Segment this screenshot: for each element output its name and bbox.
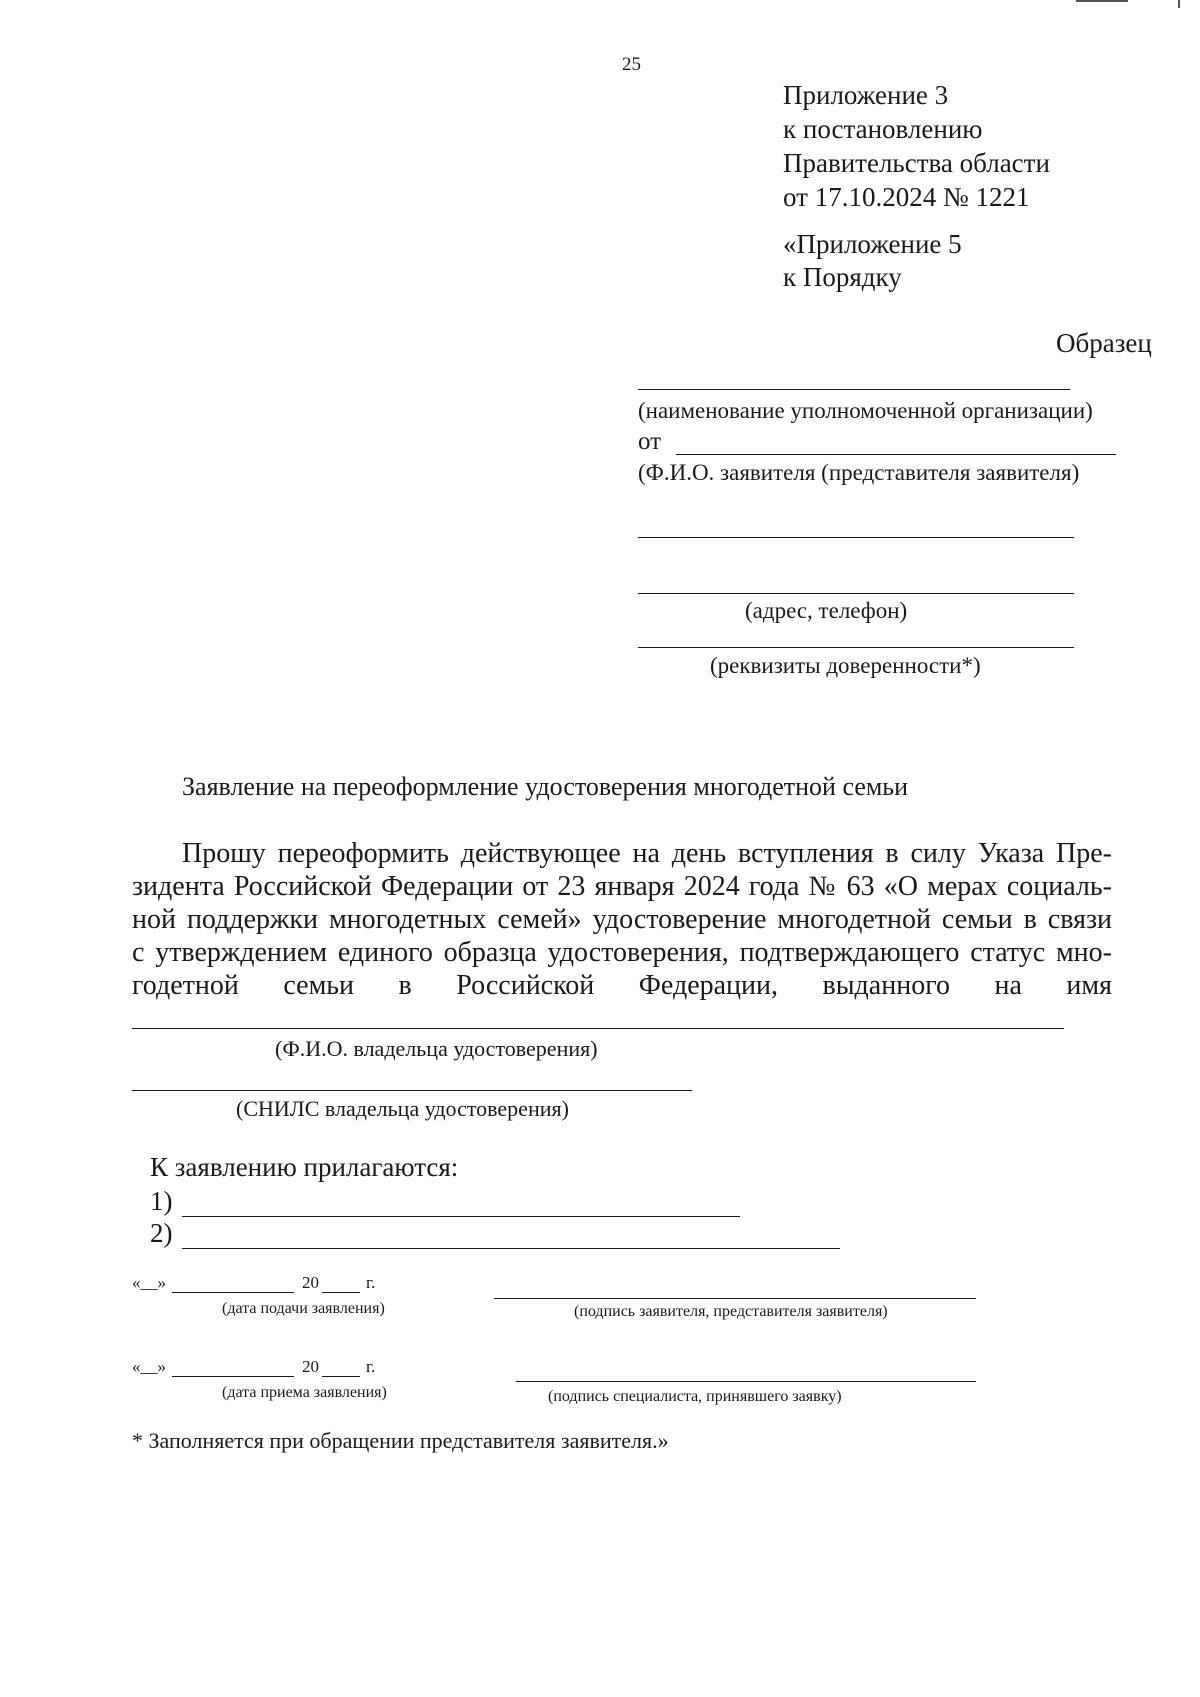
organization-caption: (наименование уполномоченной организации) <box>638 398 1093 423</box>
address-caption: (адрес, телефон) <box>745 598 908 623</box>
applicant-signature-line <box>494 1298 976 1299</box>
scan-artifact-mark <box>1076 0 1128 2</box>
attachment-field-line <box>182 1248 840 1249</box>
attachment-item-number: 2) <box>150 1218 173 1248</box>
appendix-header-line: Правительства области <box>783 148 1050 178</box>
footnote: * Заполняется при обращении представителя заявителя.» <box>132 1428 669 1453</box>
organization-field-line <box>638 389 1070 390</box>
submit-year-suffix: г. <box>366 1273 376 1292</box>
specialist-signature-line <box>516 1381 976 1382</box>
annex-header-line: «Приложение 5 <box>783 229 962 259</box>
appendix-header <box>783 78 1050 214</box>
attachment-field-line <box>182 1216 740 1217</box>
attachments-title: К заявлению прилагаются: <box>150 1152 459 1182</box>
receive-year-prefix: 20 <box>302 1357 319 1376</box>
holder-name-caption: (Ф.И.О. владельца удостоверения) <box>275 1036 598 1061</box>
page-number: 25 <box>622 54 641 75</box>
applicant-field-line <box>676 454 1116 455</box>
annex-header-line: к Порядку <box>783 262 902 292</box>
body-line: годетной семьи в Российской Федерации, выданного на имя <box>132 970 1112 1001</box>
address-field-line <box>638 537 1074 538</box>
holder-snils-caption: (СНИЛС владельца удостоверения) <box>236 1096 569 1121</box>
address-field-line <box>638 593 1074 594</box>
holder-name-field-line <box>132 1028 1064 1029</box>
submit-year-line <box>322 1292 360 1293</box>
appendix-header-line: к постановлению <box>783 114 983 144</box>
body-line: с утверждением единого образца удостоверения, подтверждающего статус мно- <box>132 937 1112 968</box>
appendix-header-line: от 17.10.2024 № 1221 <box>783 182 1030 212</box>
annex-header <box>783 228 962 294</box>
specialist-signature-caption: (подпись специалиста, принявшего заявку) <box>548 1388 842 1405</box>
submit-month-line <box>172 1292 294 1293</box>
body-line: зидента Российской Федерации от 23 января 2024 года № 63 «О мерах социаль- <box>132 871 1112 902</box>
receive-year-suffix: г. <box>366 1357 376 1376</box>
applicant-caption: (Ф.И.О. заявителя (представителя заявителя) <box>638 460 1080 485</box>
applicant-signature-caption: (подпись заявителя, представителя заявителя) <box>574 1303 888 1320</box>
receive-date-caption: (дата приема заявления) <box>222 1384 387 1401</box>
scan-artifact-mark <box>1178 0 1180 8</box>
body-line: Прошу переоформить действующее на день вступления в силу Указа Пре- <box>182 838 1112 869</box>
appendix-header-line: Приложение 3 <box>783 80 949 110</box>
attachment-item-number: 1) <box>150 1186 173 1216</box>
body-line: ной поддержки многодетных семей» удостоверение многодетной семьи в связи <box>132 904 1112 935</box>
receive-month-line <box>172 1376 294 1377</box>
submit-date-quotes: «__» <box>132 1273 166 1292</box>
submit-year-prefix: 20 <box>302 1273 319 1292</box>
receive-year-line <box>322 1376 360 1377</box>
proxy-caption: (реквизиты доверенности*) <box>710 653 981 678</box>
proxy-field-line <box>638 647 1074 648</box>
from-label: от <box>638 428 662 455</box>
document-title: Заявление на переоформление удостоверения многодетной семьи <box>182 772 909 801</box>
holder-snils-field-line <box>132 1090 692 1091</box>
sample-label: Образец <box>1056 328 1152 358</box>
receive-date-quotes: «__» <box>132 1357 166 1376</box>
submit-date-caption: (дата подачи заявления) <box>222 1300 385 1317</box>
